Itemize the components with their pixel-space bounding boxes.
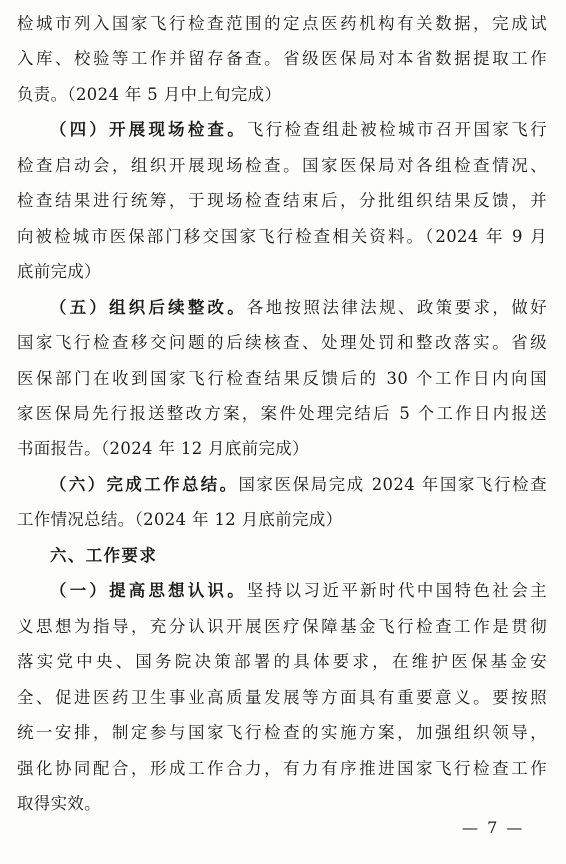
paragraph-heading: （四）开展现场检查。 <box>50 120 247 139</box>
paragraph-line: 义思想为指导，充分认识开展医疗保障基金飞行检查工作是贯彻 <box>17 617 547 636</box>
paragraph-line: 强化协同配合，形成工作合力，有力有序推进国家飞行检查工作 <box>17 759 547 778</box>
paragraph-line: 检查结果进行统筹，于现场检查结束后，分批组织结果反馈，并 <box>17 191 547 210</box>
page-number: — 7 — <box>462 818 525 837</box>
document-page <box>17 0 551 864</box>
paragraph-line: 底前完成） <box>17 262 101 281</box>
paragraph-line: 检城市列入国家飞行检查范围的定点医药机构有关数据，完成试 <box>17 14 547 33</box>
paragraph-text: 国家医保局完成 2024 年国家飞行检查 <box>238 475 547 494</box>
paragraph-line: 检查启动会，组织开展现场检查。国家医保局对各组检查情况、 <box>17 156 547 175</box>
paragraph-heading: （六）完成工作总结。 <box>50 475 239 494</box>
paragraph-first-line <box>50 118 547 142</box>
paragraph-first-line <box>50 296 547 320</box>
paragraph-line: 书面报告。（2024 年 12 月底前完成） <box>17 439 309 458</box>
section-heading: 六、工作要求 <box>50 546 158 565</box>
paragraph-line: 国家飞行检查移交问题的后续核查、处理处罚和整改落实。省级 <box>17 333 547 352</box>
paragraph-heading: （一）提高思想认识。 <box>50 581 247 600</box>
paragraph-line: 家医保局先行报送整改方案，案件处理完结后 5 个工作日内报送 <box>17 404 547 423</box>
paragraph-line: 统一安排，制定参与国家飞行检查的实施方案，加强组织领导， <box>17 723 547 742</box>
paragraph-text: 飞行检查组赴被检城市召开国家飞行 <box>246 120 548 139</box>
paragraph-text: 各地按照法律法规、政策要求，做好 <box>246 298 548 317</box>
paragraph-line: 全、促进医药卫生事业高质量发展等方面具有重要意义。要按照 <box>17 688 547 707</box>
paragraph-heading: （五）组织后续整改。 <box>50 298 247 317</box>
paragraph-text: 坚持以习近平新时代中国特色社会主 <box>246 581 548 600</box>
paragraph-line: 医保部门在收到国家飞行检查结果反馈后的 30 个工作日内向国 <box>17 369 547 388</box>
paragraph-first-line <box>50 579 547 603</box>
paragraph-first-line <box>50 473 547 497</box>
paragraph-line: 落实党中央、国务院决策部署的具体要求，在维护医保基金安 <box>17 652 547 671</box>
paragraph-line: 向被检城市医保部门移交国家飞行检查相关资料。（2024 年 9 月 <box>17 227 547 246</box>
paragraph-line: 负责。（2024 年 5 月中上旬完成） <box>17 85 282 104</box>
paragraph-line: 入库、校验等工作并留存备查。省级医保局对本省数据提取工作 <box>17 49 547 68</box>
paragraph-line: 工作情况总结。（2024 年 12 月底前完成） <box>17 510 343 529</box>
paragraph-line: 取得实效。 <box>17 794 101 813</box>
